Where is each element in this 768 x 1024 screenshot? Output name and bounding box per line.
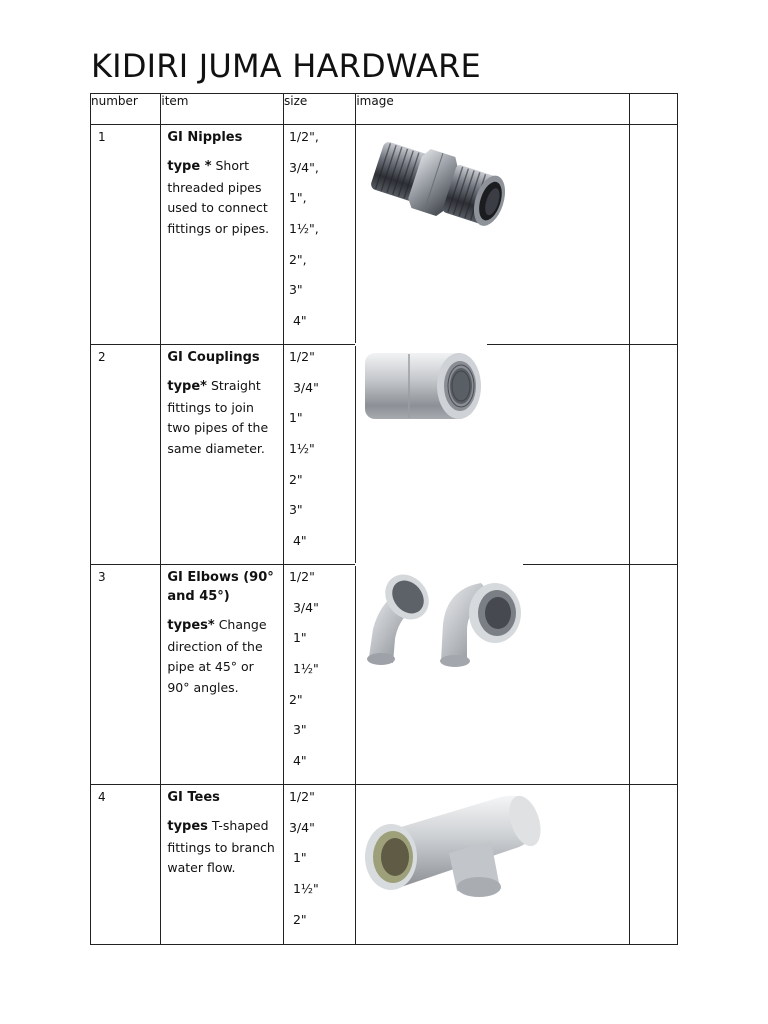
image-cell [356,785,629,945]
size-value: 4" [292,313,307,329]
size-value: 1½" [288,441,315,457]
size-value: 1/2", [288,129,319,144]
extra-cell [629,785,677,945]
size-value: 2" [292,911,307,927]
header-item: item [161,94,284,125]
header-image: image [356,94,629,125]
size-value: 1/2" [288,569,315,584]
size-value: 3" [288,282,303,298]
item-description [167,156,277,239]
item-description [167,376,277,459]
size-value: 1", [288,190,307,206]
description-text: Short threaded pipes used to connect fittings or pipes. [167,158,270,236]
image-cell [356,125,629,345]
fittings-table [90,93,678,945]
header-size: size [283,94,355,125]
description-text: Straight fittings to join two pipes of the same diameter. [167,378,269,456]
extra-cell [629,125,677,345]
gi-elbows-icon [363,569,528,669]
row-number: 3 [91,565,161,785]
item-cell [161,785,284,945]
type-label: types [167,819,208,834]
item-cell [161,125,284,345]
row-number: 4 [91,785,161,945]
table-row [91,345,678,565]
size-value: 3" [288,502,303,518]
item-name: GI Couplings [167,350,260,365]
size-value: 1/2" [288,789,315,804]
size-value: 3/4", [288,159,319,175]
table-header-row [91,94,678,125]
size-value: 4" [292,533,307,549]
type-label: type* [167,379,207,394]
size-value: 1" [288,410,303,426]
image-cell [356,345,629,565]
item-cell [161,565,284,785]
size-cell [283,125,355,345]
document-title: KIDIRI JUMA HARDWARE [91,47,481,85]
size-value: 2" [288,691,303,707]
gi-tee-icon [361,787,551,902]
size-value: 1" [292,630,307,646]
size-value: 1½" [292,881,319,897]
type-label: types* [167,618,215,633]
item-name: GI Nipples [167,130,243,145]
gi-coupling-icon [361,347,491,427]
item-name: GI Elbows (90° and 45°) [167,570,274,604]
header-extra [629,94,677,125]
table-row [91,125,678,345]
size-cell [283,565,355,785]
description-text: T-shaped fittings to branch water flow. [167,818,275,875]
size-value: 4" [292,753,307,769]
type-label: type * [167,159,212,174]
item-description [167,816,277,879]
size-value: 1½", [288,221,319,237]
size-value: 3/4" [288,819,315,835]
size-value: 1" [292,850,307,866]
size-value: 3" [292,722,307,738]
item-cell [161,345,284,565]
size-cell [283,345,355,565]
size-cell [283,785,355,945]
size-value: 3/4" [292,599,319,615]
size-value: 1½" [292,661,319,677]
header-number: number [91,94,161,125]
size-value: 2", [288,251,307,267]
gi-nipple-icon [366,128,516,243]
description-text: Change direction of the pipe at 45° or 90° angles. [167,617,267,695]
size-value: 2" [288,471,303,487]
item-description [167,615,277,698]
table-row [91,785,678,945]
table-row [91,565,678,785]
row-number: 1 [91,125,161,345]
size-value: 1/2" [288,349,315,364]
image-cell [356,565,629,785]
extra-cell [629,345,677,565]
extra-cell [629,565,677,785]
item-name: GI Tees [167,790,220,805]
size-value: 3/4" [292,379,319,395]
row-number: 2 [91,345,161,565]
